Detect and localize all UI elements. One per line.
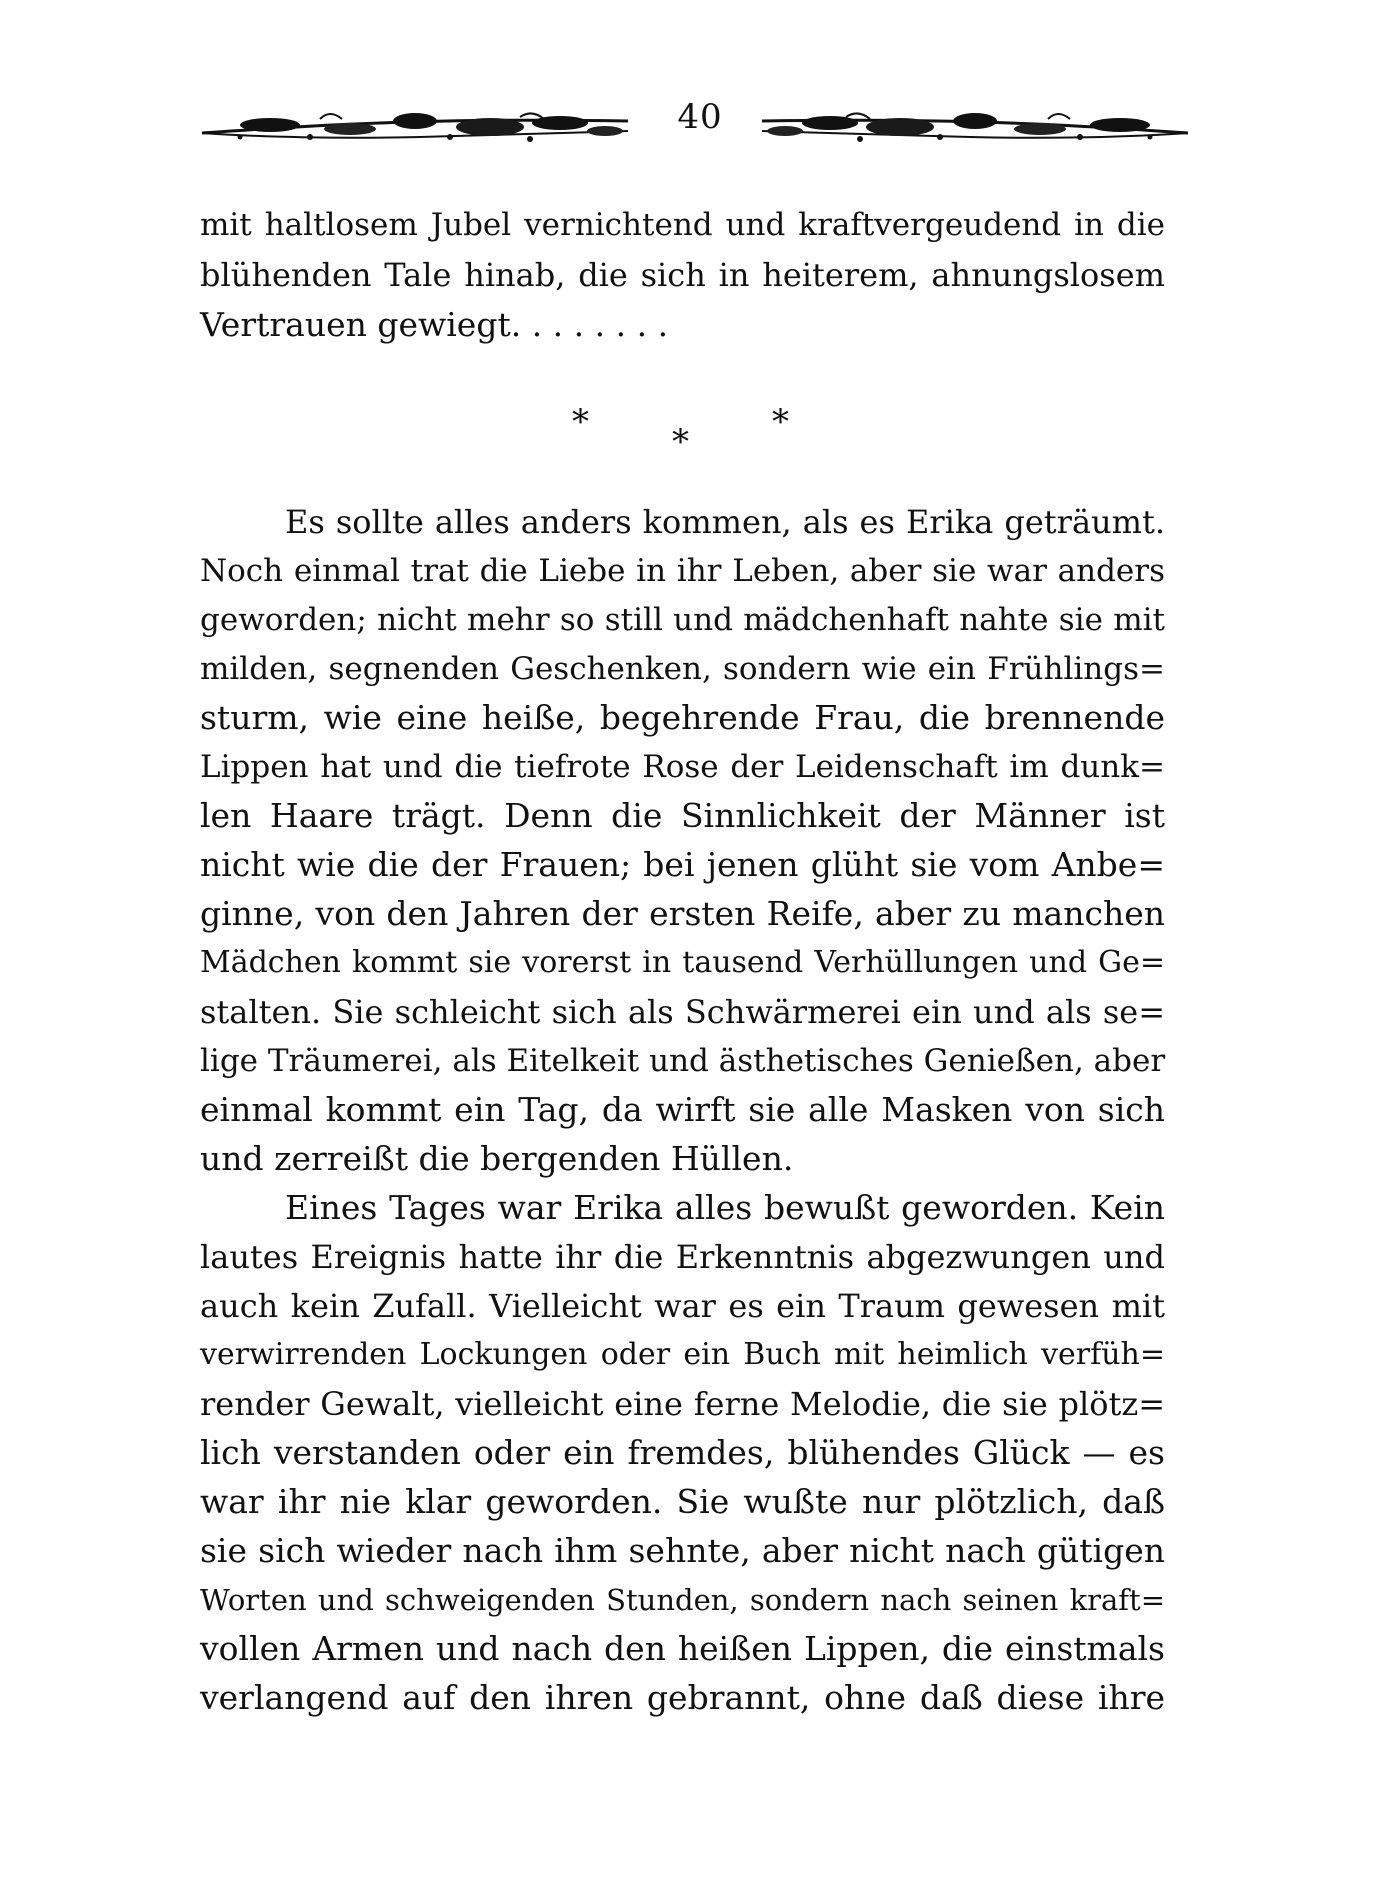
separator-asterisk: * <box>672 422 689 462</box>
text-line: Eines Tages war Erika alles bewußt geworden. Kein <box>285 1188 1165 1227</box>
left-vine-ornament-icon <box>200 107 630 147</box>
text-line: blühenden Tale hinab, die sich in heiterem, ahnungslosem <box>200 256 1165 294</box>
text-line: Vertrauen gewiegt. . . . . . . . <box>200 305 669 344</box>
text-line: lich verstanden oder ein fremdes, blühendes Glück — es <box>200 1433 1165 1472</box>
separator-asterisk: * <box>772 402 789 442</box>
text-line: und zerreißt die bergenden Hüllen. <box>200 1139 794 1178</box>
right-vine-ornament-icon <box>760 107 1190 147</box>
text-line: Noch einmal trat die Liebe in ihr Leben, aber sie war anders <box>200 553 1165 589</box>
text-line: verwirrenden Lockungen oder ein Buch mit heimlich verfüh= <box>200 1337 1165 1372</box>
text-line: stalten. Sie schleicht sich als Schwärmerei ein und als se= <box>200 993 1165 1031</box>
text-line: verlangend auf den ihren gebrannt, ohne daß diese ihre <box>200 1678 1165 1717</box>
text-line: ginne, von den Jahren der ersten Reife, aber zu manchen <box>200 894 1165 933</box>
text-line: einmal kommt ein Tag, da wirft sie alle Masken von sich <box>200 1090 1165 1129</box>
text-line: Mädchen kommt sie vorerst in tausend Verhüllungen und Ge= <box>200 945 1165 980</box>
text-line: war ihr nie klar geworden. Sie wußte nur plötzlich, daß <box>200 1482 1165 1521</box>
text-line: mit haltlosem Jubel vernichtend und kraftvergeudend in die <box>200 207 1165 243</box>
text-line: milden, segnenden Geschenken, sondern wie ein Frühlings= <box>200 651 1165 687</box>
text-line: nicht wie die der Frauen; bei jenen glüht sie vom Anbe= <box>200 845 1165 884</box>
page-header <box>200 95 1190 155</box>
page-number: 40 <box>677 97 723 137</box>
separator-asterisk: * <box>572 402 589 442</box>
text-line: Lippen hat und die tiefrote Rose der Leidenschaft im dunk= <box>200 749 1165 785</box>
text-line: sie sich wieder nach ihm sehnte, aber nicht nach gütigen <box>200 1531 1165 1570</box>
text-line: auch kein Zufall. Vielleicht war es ein Traum gewesen mit <box>200 1287 1165 1325</box>
text-line: render Gewalt, vielleicht eine ferne Melodie, die sie plötz= <box>200 1385 1165 1423</box>
text-line: lautes Ereignis hatte ihr die Erkenntnis abgezwungen und <box>200 1238 1165 1276</box>
text-line: sturm, wie eine heiße, begehrende Frau, die brennende <box>200 698 1165 737</box>
text-line: vollen Armen und nach den heißen Lippen, die einstmals <box>200 1629 1165 1668</box>
text-line: Es sollte alles anders kommen, als es Erika geträumt. <box>285 503 1165 541</box>
text-line: geworden; nicht mehr so still und mädchenhaft nahte sie mit <box>200 602 1165 638</box>
text-line: len Haare trägt. Denn die Sinnlichkeit der Männer ist <box>200 796 1165 835</box>
text-line: lige Träumerei, als Eitelkeit und ästhetisches Genießen, aber <box>200 1043 1166 1079</box>
text-line: Worten und schweigenden Stunden, sondern nach seinen kraft= <box>200 1583 1165 1617</box>
